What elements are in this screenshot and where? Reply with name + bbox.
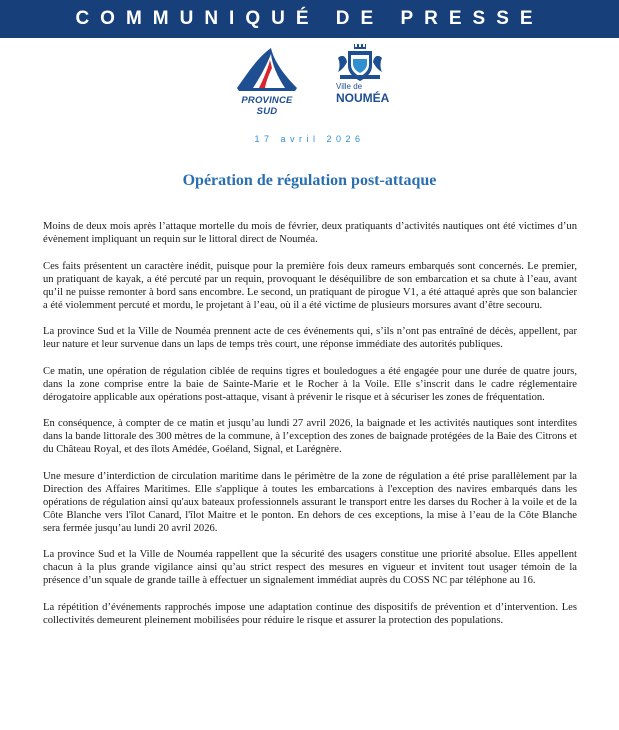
- release-body: [43, 220, 577, 640]
- province-sud-logo: [231, 44, 303, 117]
- logos-row: [0, 44, 619, 117]
- noumea-name-label: NOUMÉA: [336, 91, 390, 105]
- province-sud-emblem-icon: [231, 44, 303, 94]
- page-title: Opération de régulation post-attaque: [182, 172, 437, 189]
- noumea-logo: [334, 44, 390, 110]
- paragraph: La répétition d’événements rapprochés impose une adaptation continue des dispositifs de prévention et d’intervention. Les collectivités demeurent pleinement mobilisées pour réduire le risque et assurer la protection des populations.: [43, 601, 577, 626]
- noumea-ville-label: Ville de: [336, 82, 363, 91]
- release-date: 17 avril 2026: [254, 134, 365, 144]
- paragraph: Moins de deux mois après l’attaque mortelle du mois de février, deux pratiquants d’activités nautiques ont été victimes d’un évènement impliquant un requin sur le littoral direct de Nouméa.: [43, 221, 577, 245]
- paragraph: Ce matin, une opération de régulation ciblée de requins tigres et bouledogues a été engagée pour une durée de quatre jours, dans la zone comprise entre la baie de Sainte-Marie et le Rocher à la Voile. Elle s’inscrit dans le cadre réglementaire dérogatoire applicable aux opérations post-attaque, visant à prévenir le risque et à sécuriser les zones de fréquentation.: [43, 365, 577, 403]
- paragraph: La province Sud et la Ville de Nouméa rappellent que la sécurité des usagers constitue une priorité absolue. Elles appellent chacun à la plus grande vigilance ainsi qu’au strict respect des mesures en vigueur et invitent tout usager témoin de la présence d’un squale de grande taille à effectuer un signalement immédiat auprès du COSS NC par téléphone au 16.: [43, 549, 577, 586]
- paragraph: La province Sud et la Ville de Nouméa prennent acte de ces événements qui, s’ils n’ont pas entraîné de décès, appellent, par leur nature et leur survenue dans un laps de temps très court, une réponse immédiate des autorités publiques.: [43, 326, 577, 350]
- province-sud-label: PROVINCE SUD: [241, 95, 293, 117]
- paragraph: Ces faits présentent un caractère inédit, puisque pour la première fois deux rameurs embarqués sont concernés. Le premier, un pratiquant de kayak, a été percuté par un requin, provoquant le déséquilibre de son embarcation et sa chute à l’eau, avant qu’il ne puisse remonter à bord sans encombre. Le second, un pratiquant de pirogue V1, a été attaqué après que son balancier a été violemment percuté et mordu, le projetant à l’eau, où il a été victime de plusieurs morsures avant d’être secouru.: [43, 260, 577, 311]
- noumea-coat-of-arms-icon: [334, 44, 386, 82]
- press-release-banner: [0, 0, 619, 38]
- paragraph: Une mesure d’interdiction de circulation maritime dans le périmètre de la zone de régulation a été prise parallèlement par la Direction des Affaires Maritimes. Elle s'applique à toutes les embarcations à l'exception des navires embarqués dans les opérations de régulation ainsi qu'aux bateaux professionnels assurant le transport entre les darses du Rocher à la voile et de la Côte Blanche vers l'îlot Canard, l'îlot Maitre et le ponton. En dehors de ces exceptions, la mise à l’eau de la Côte Blanche sera fermée jusqu’au lundi 20 avril 2026.: [43, 470, 577, 534]
- banner-text: COMMUNIQUÉ DE PRESSE: [75, 8, 544, 29]
- paragraph: En conséquence, à compter de ce matin et jusqu’au lundi 27 avril 2026, la baignade et les activités nautiques sont interdites dans la bande littorale des 300 mètres de la commune, à l’exception des zones de baignade protégées de la Baie des Citrons et du Château Royal, et des îlots Amédée, Goéland, Signal, et Larégnère.: [43, 418, 577, 455]
